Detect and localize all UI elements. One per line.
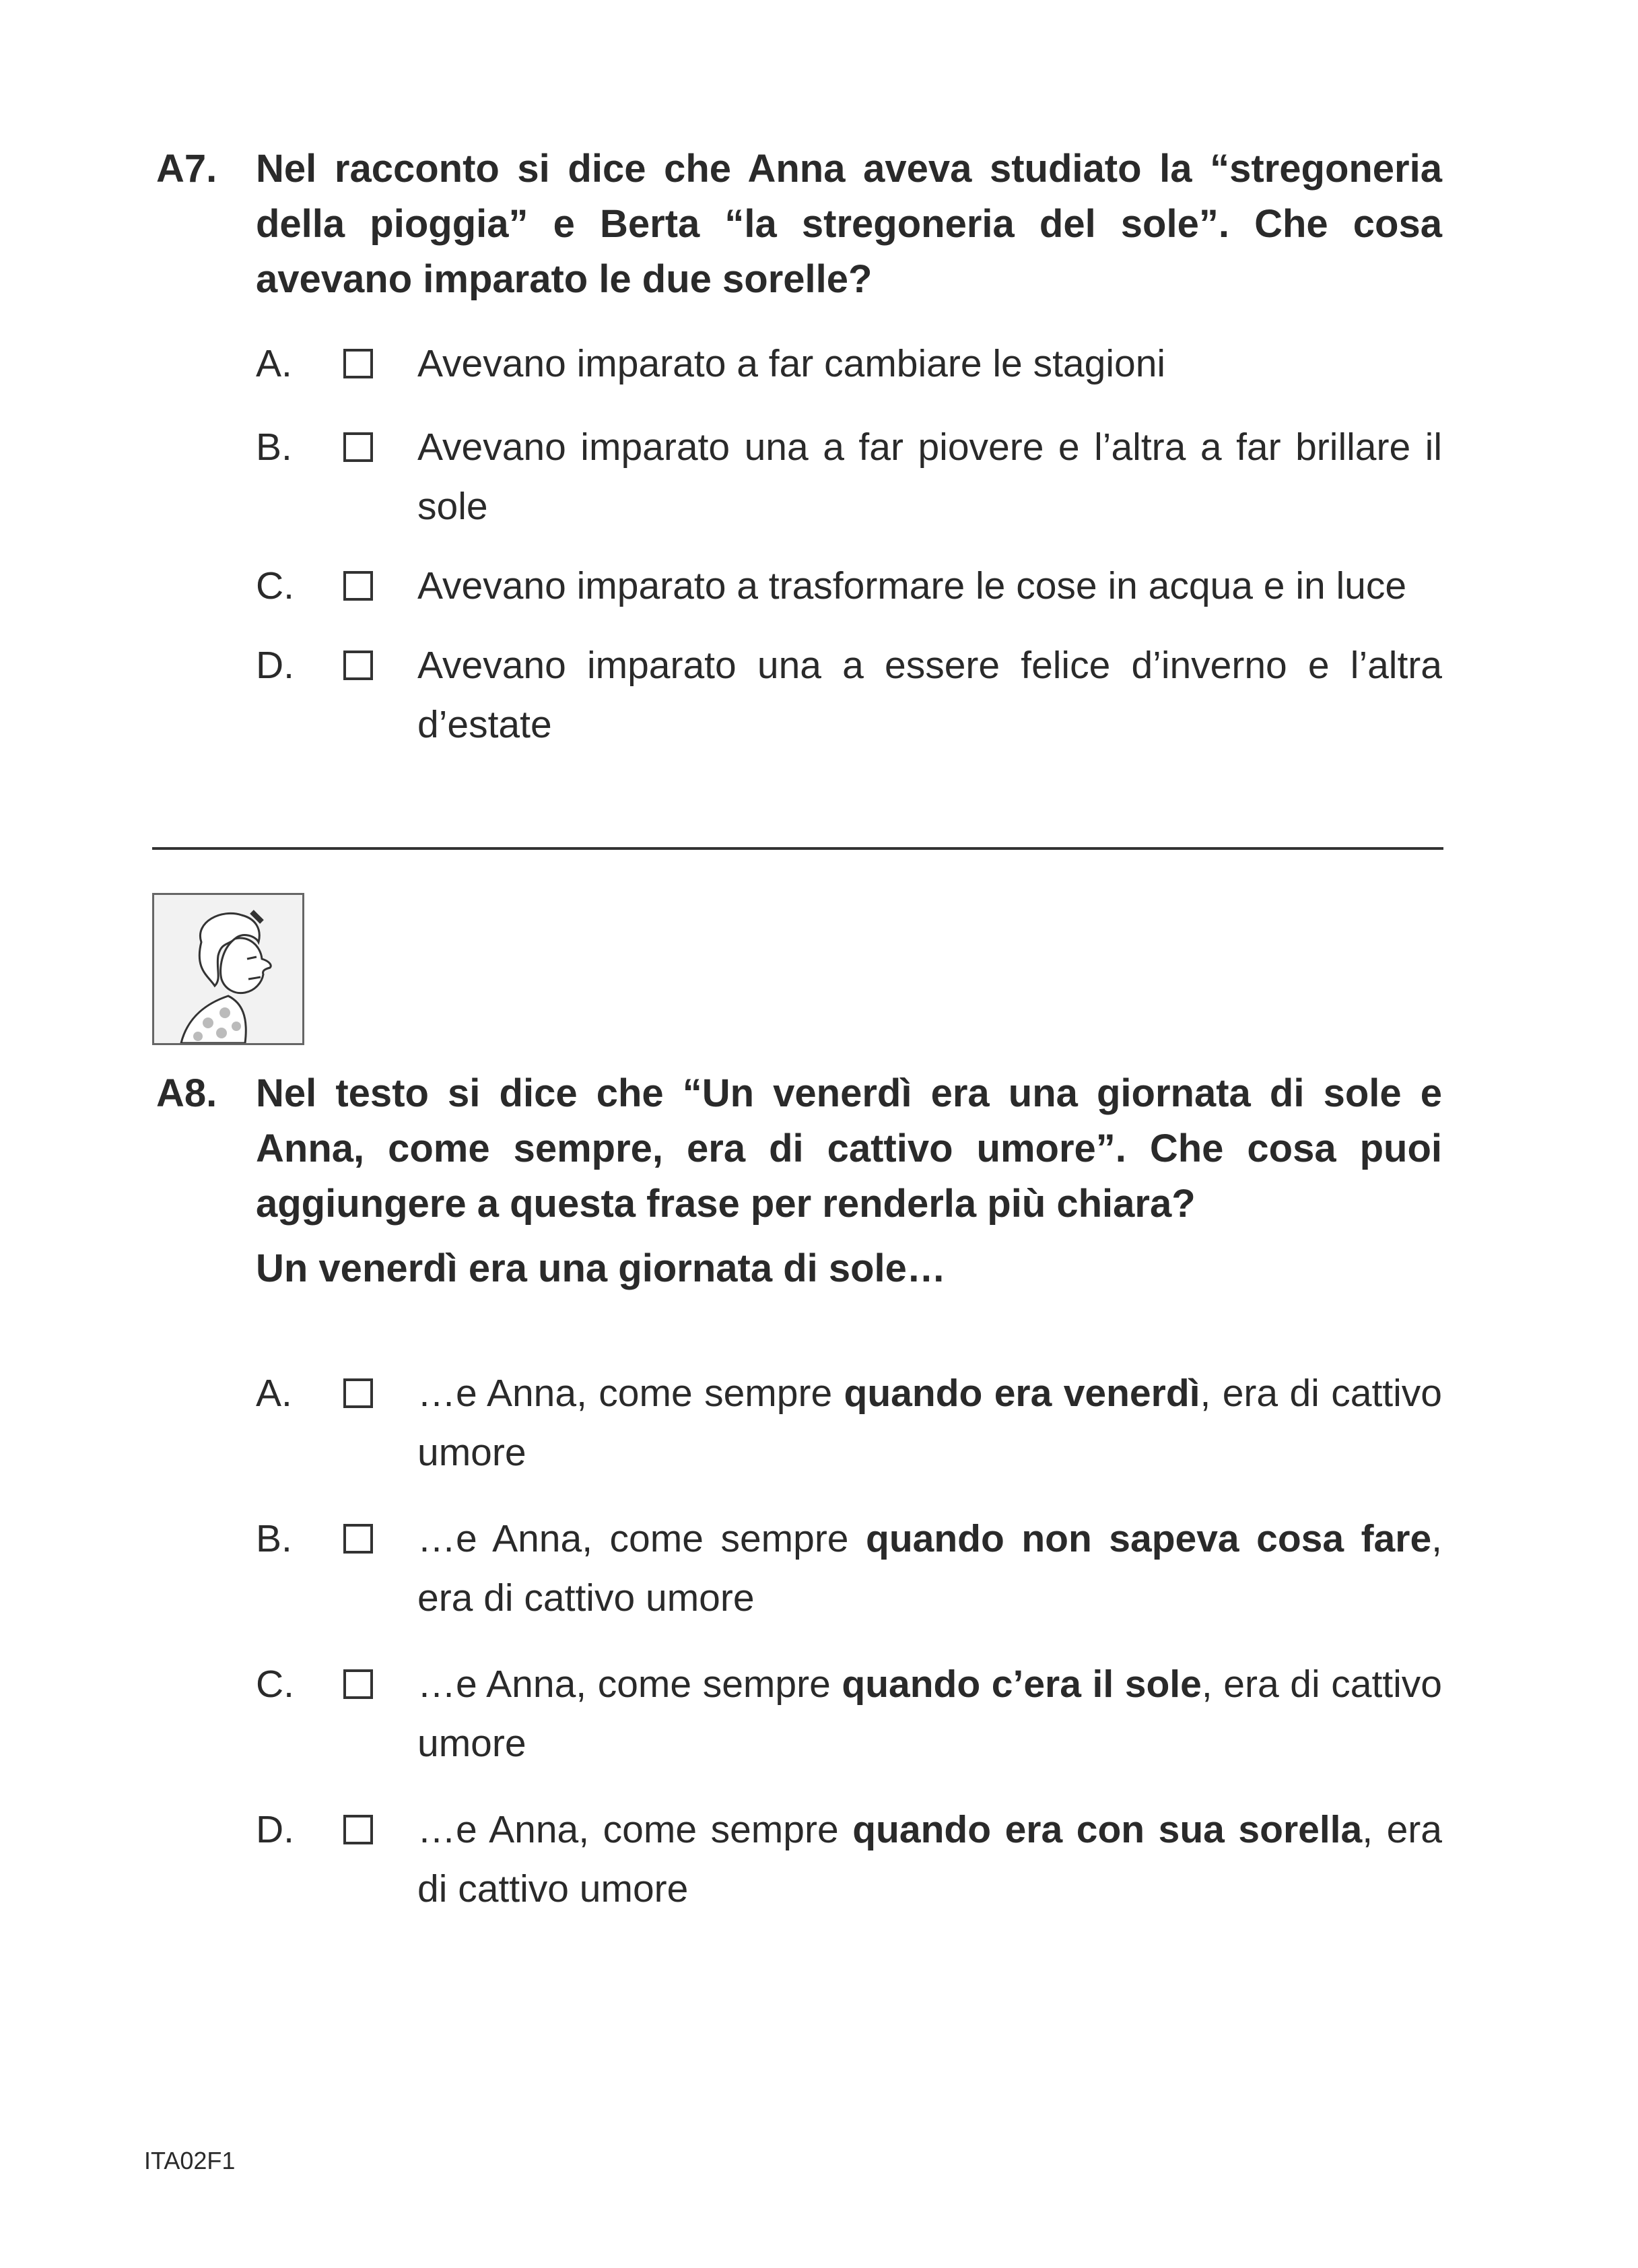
checkbox[interactable] (343, 349, 373, 378)
question-a7 (156, 141, 1442, 754)
checkbox[interactable] (343, 1524, 373, 1554)
option-b[interactable] (256, 418, 1442, 536)
question-number: A7. (156, 147, 217, 191)
checkbox[interactable] (343, 432, 373, 462)
option-letter: C. (256, 564, 294, 607)
option-letter: A. (256, 1372, 292, 1415)
section-divider (152, 847, 1443, 850)
option-d[interactable] (256, 1800, 1442, 1919)
checkbox[interactable] (343, 1669, 373, 1699)
option-text: …e Anna, come sempre quando era venerdì, era di cattivo umore (417, 1372, 1442, 1474)
option-letter: A. (256, 342, 292, 385)
question-number: A8. (156, 1071, 217, 1115)
options-list (256, 334, 1442, 754)
checkbox[interactable] (343, 1378, 373, 1408)
option-letter: D. (256, 644, 294, 687)
question-a8-header (156, 1066, 1442, 1232)
option-text: Avevano imparato a trasformare le cose in acqua e in luce (417, 564, 1407, 607)
document-code: ITA02F1 (144, 2147, 236, 2174)
question-sentence-start: Un venerdì era una giornata di sole… (256, 1246, 946, 1290)
question-text: Nel testo si dice che “Un venerdì era una giornata di sole e Anna, come sempre, era di cattivo umore”. Che cosa puoi aggiungere a questa frase per renderla più chiara? (256, 1071, 1442, 1226)
option-b[interactable] (256, 1509, 1442, 1628)
question-text: Nel racconto si dice che Anna aveva studiato la “stregoneria della pioggia” e Berta “la stregoneria del sole”. Che cosa avevano imparato le due sorelle? (256, 147, 1442, 301)
option-letter: C. (256, 1663, 294, 1706)
options-list (256, 1364, 1442, 1919)
option-c[interactable] (256, 1655, 1442, 1773)
option-a[interactable] (256, 334, 1442, 393)
question-a8 (156, 1066, 1442, 1919)
option-a[interactable] (256, 1364, 1442, 1482)
option-text: Avevano imparato una a far piovere e l’altra a far brillare il sole (417, 426, 1442, 528)
checkbox[interactable] (343, 1815, 373, 1844)
option-text: Avevano imparato a far cambiare le stagioni (417, 342, 1166, 385)
option-letter: D. (256, 1808, 294, 1851)
option-c[interactable] (256, 556, 1442, 615)
checkbox[interactable] (343, 651, 373, 680)
option-text: Avevano imparato una a essere felice d’inverno e l’altra d’estate (417, 644, 1442, 746)
option-letter: B. (256, 426, 292, 469)
question-a7-header (156, 141, 1442, 307)
option-text: …e Anna, come sempre quando non sapeva cosa fare, era di cattivo umore (417, 1517, 1442, 1620)
option-text: …e Anna, come sempre quando c’era il sole, era di cattivo umore (417, 1663, 1442, 1765)
girl-portrait-icon (152, 893, 304, 1045)
option-letter: B. (256, 1517, 292, 1560)
checkbox[interactable] (343, 571, 373, 601)
option-d[interactable] (256, 636, 1442, 754)
option-text: …e Anna, come sempre quando era con sua sorella, era di cattivo umore (417, 1808, 1442, 1910)
